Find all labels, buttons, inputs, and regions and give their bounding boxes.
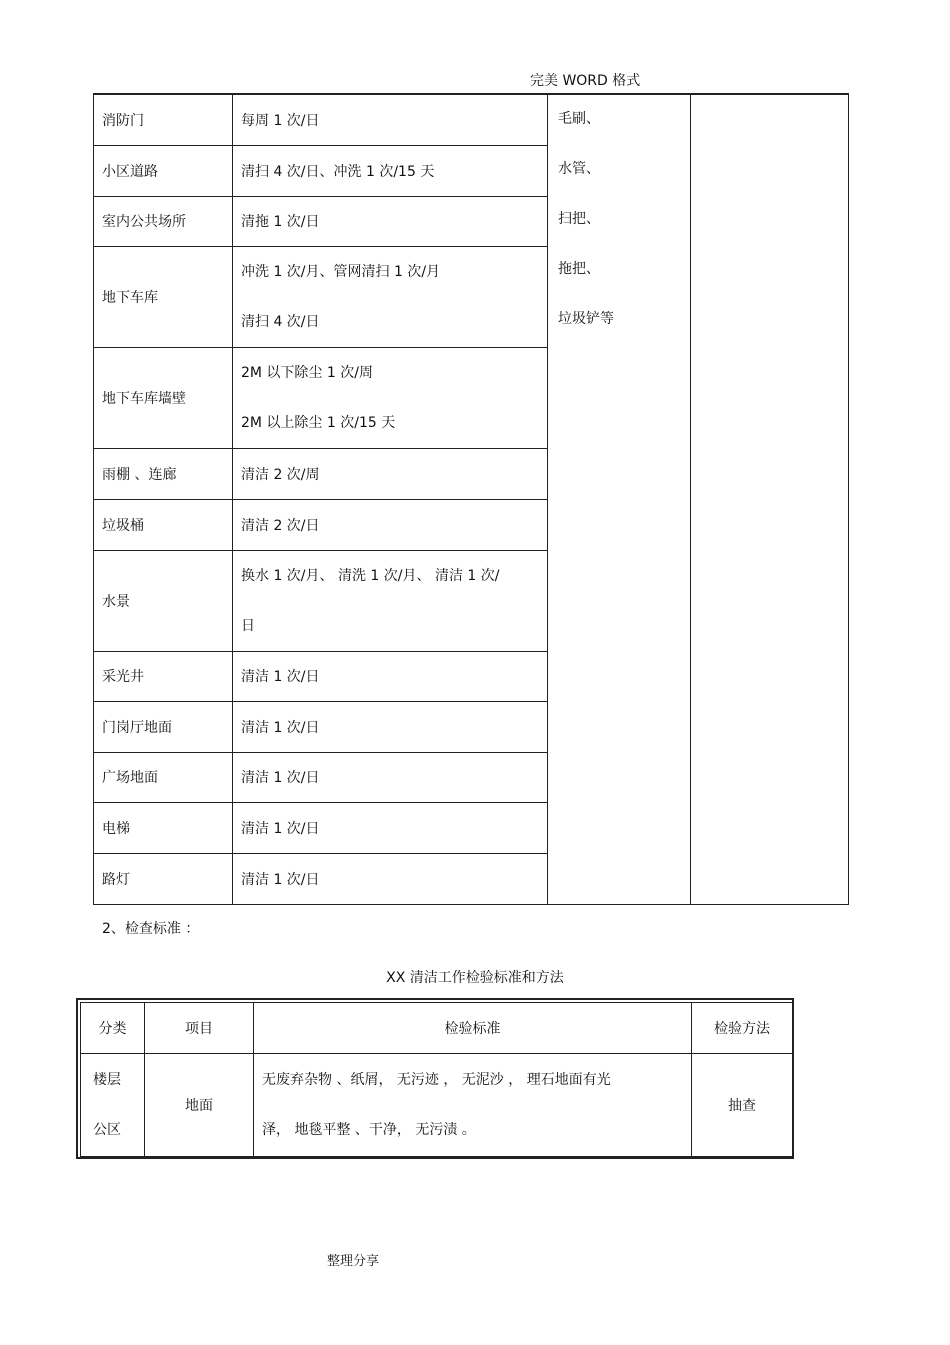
column-header: 检验标准: [254, 1003, 692, 1054]
area-cell: 小区道路: [94, 145, 233, 196]
section-heading: 2、检查标准 ：: [102, 921, 200, 937]
tool-item: 扫把、: [558, 211, 600, 227]
page-header: 完美 WORD 格式: [530, 73, 641, 89]
frequency-cell: 清洁 2 次/日: [233, 499, 548, 550]
frequency-line: 日: [241, 617, 255, 634]
tool-item: 拖把、: [558, 261, 600, 277]
area-cell: 地下车库: [94, 246, 233, 347]
area-cell: 电梯: [94, 802, 233, 853]
area-cell: 消防门: [94, 94, 233, 145]
category-line: 公区: [93, 1122, 121, 1138]
cleaning-schedule-table: [93, 93, 849, 905]
method-cell: 抽查: [692, 1054, 793, 1157]
frequency-line: 清扫 4 次/日: [241, 313, 320, 330]
area-cell: 门岗厅地面: [94, 701, 233, 752]
frequency-cell: [233, 347, 548, 448]
tool-item: 垃圾铲等: [558, 311, 614, 327]
area-cell: 地下车库墙壁: [94, 347, 233, 448]
category-cell: [81, 1054, 145, 1157]
category-line: 楼层: [93, 1072, 121, 1088]
frequency-cell: [233, 550, 548, 651]
inspection-table-title: XX 清洁工作检验标准和方法: [386, 970, 564, 986]
area-cell: 广场地面: [94, 752, 233, 802]
standard-line: 无废弃杂物 、纸屑， 无污迹 ， 无泥沙 ， 理石地面有光: [262, 1072, 611, 1088]
area-cell: 垃圾桶: [94, 499, 233, 550]
table-header-row: [81, 1003, 793, 1054]
area-cell: 雨棚 、连廊: [94, 448, 233, 499]
table-row: [81, 1054, 793, 1157]
frequency-cell: 清洁 1 次/日: [233, 701, 548, 752]
frequency-cell: [233, 246, 548, 347]
area-cell: 室内公共场所: [94, 196, 233, 246]
inspection-standard-table: [80, 1002, 793, 1157]
tools-cell: [548, 94, 691, 904]
tool-item: 水管、: [558, 161, 600, 177]
tool-item: 毛刷、: [558, 111, 600, 127]
standard-cell: [254, 1054, 692, 1157]
column-header: 分类: [81, 1003, 145, 1054]
standard-line: 泽， 地毯平整 、干净， 无污渍 。: [262, 1122, 476, 1138]
area-cell: 水景: [94, 550, 233, 651]
frequency-cell: 清拖 1 次/日: [233, 196, 548, 246]
frequency-line: 冲洗 1 次/月、管网清扫 1 次/月: [241, 263, 441, 280]
frequency-cell: 清洁 1 次/日: [233, 752, 548, 802]
frequency-line: 换水 1 次/月、 清洗 1 次/月、 清洁 1 次/: [241, 567, 500, 584]
frequency-line: 2M 以上除尘 1 次/15 天: [241, 414, 396, 431]
page-footer: 整理分享: [327, 1254, 380, 1269]
item-cell: 地面: [145, 1054, 254, 1157]
frequency-cell: 清扫 4 次/日、冲洗 1 次/15 天: [233, 145, 548, 196]
frequency-cell: 清洁 1 次/日: [233, 853, 548, 904]
inspection-table-frame: [76, 998, 794, 1159]
empty-column-cell: [691, 94, 849, 904]
column-header: 检验方法: [692, 1003, 793, 1054]
frequency-cell: 每周 1 次/日: [233, 94, 548, 145]
column-header: 项目: [145, 1003, 254, 1054]
frequency-cell: 清洁 1 次/日: [233, 651, 548, 701]
frequency-cell: 清洁 2 次/周: [233, 448, 548, 499]
frequency-cell: 清洁 1 次/日: [233, 802, 548, 853]
frequency-line: 2M 以下除尘 1 次/周: [241, 364, 373, 381]
area-cell: 路灯: [94, 853, 233, 904]
table-row: [94, 94, 849, 145]
area-cell: 采光井: [94, 651, 233, 701]
